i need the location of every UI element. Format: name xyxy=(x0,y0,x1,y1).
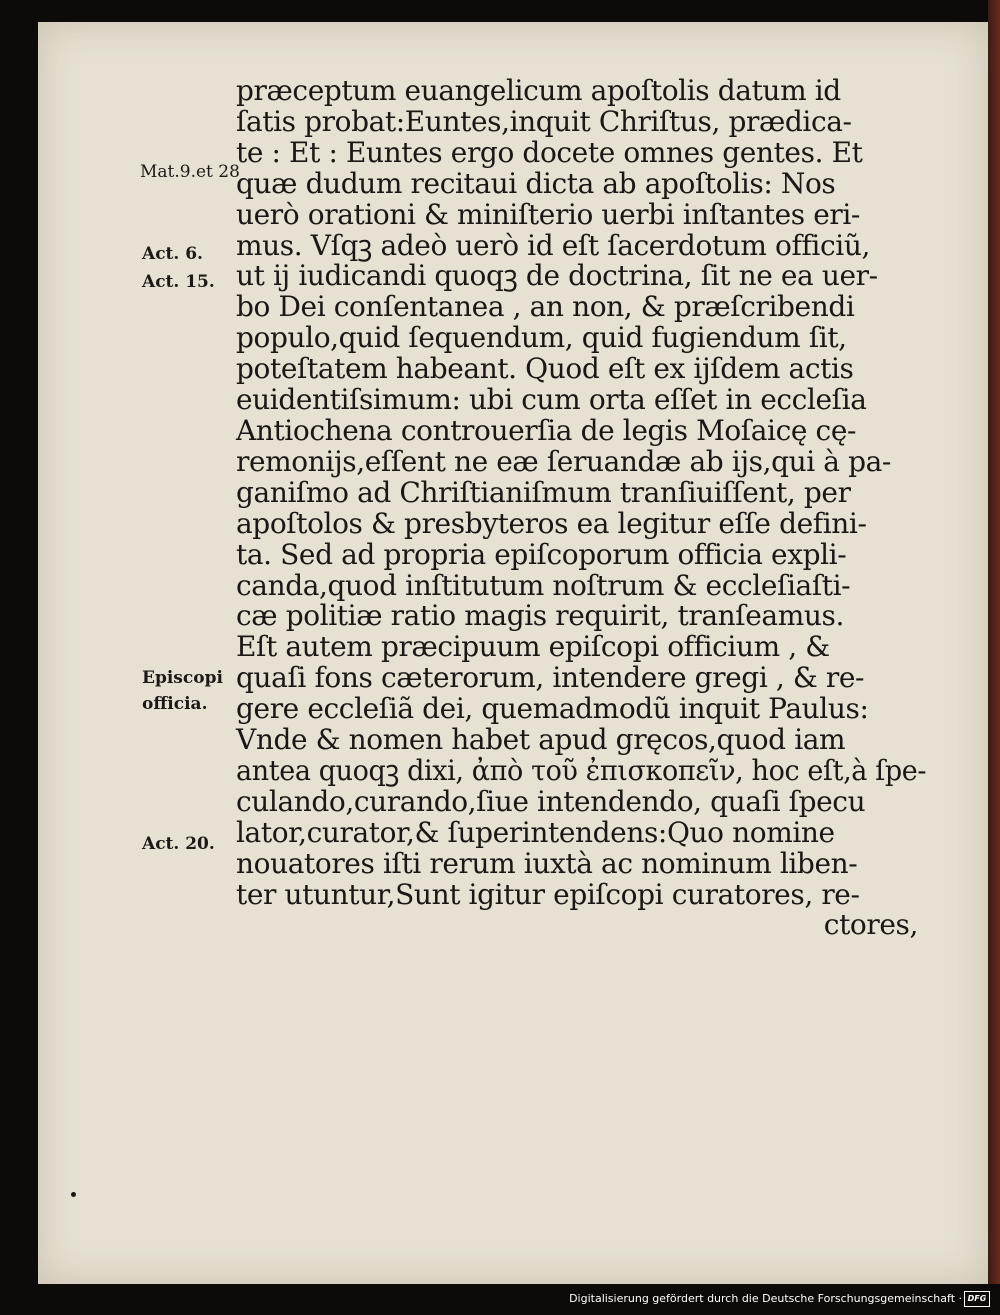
text-line: ganiſmo ad Chriſtianiſmum tranſiuiſſent, per xyxy=(236,475,851,509)
text-line: apoſtolos & presbyteros ea legitur eſſe defini- xyxy=(236,506,867,540)
margin-note-mat: Mat.9.et 28 xyxy=(140,162,240,182)
text-line: nouatores iſti rerum iuxtà ac nominum liben- xyxy=(236,846,858,880)
text-line: ta. Sed ad propria epiſcoporum officia expli- xyxy=(236,537,847,571)
margin-note-episcopi: Episcopi xyxy=(142,668,223,688)
dfg-logo-icon: DFG xyxy=(964,1291,990,1307)
text-line: ut ij iudicandi quoqꝫ de doctrina, ſit ne ea uer- xyxy=(236,259,878,293)
text-line: Vnde & nomen habet apud gręcos,quod iam xyxy=(236,723,846,757)
main-text xyxy=(236,76,926,941)
catchword: ctores, xyxy=(823,908,918,942)
margin-note-officia: officia. xyxy=(142,694,208,714)
ink-dot xyxy=(71,1192,76,1197)
text-line: mus. Vſqꝫ adeò uerò id eſt ſacerdotum officiũ, xyxy=(236,228,870,262)
text-line: antea quoqꝫ dixi, ἀπὸ τοῦ ἐπισκοπεῖν, hoc eſt,à ſpe- xyxy=(236,753,927,787)
text-line: quaſi fons cæterorum, intendere gregi , & re- xyxy=(236,661,865,695)
book-spine xyxy=(988,0,1000,1315)
text-line: te : Et : Euntes ergo docete omnes gentes. Et xyxy=(236,135,863,169)
footer-bar xyxy=(0,1284,1000,1315)
text-line: culando,curando,ſiue intendendo, quaſi ſpecu xyxy=(236,784,866,818)
text-line: populo,quid ſequendum, quid fugiendum ſit, xyxy=(236,321,847,355)
text-line: lator,curator,& ſuperintendens:Quo nomine xyxy=(236,815,835,849)
text-line: bo Dei conſentanea , an non, & præſcribendi xyxy=(236,290,855,324)
funding-credit: Digitalisierung gefördert durch die Deutsche Forschungsgemeinschaft · xyxy=(569,1292,962,1305)
margin-note-act-15: Act. 15. xyxy=(142,272,215,292)
text-line: quæ dudum recitaui dicta ab apoſtolis: Nos xyxy=(236,166,836,200)
text-line: remonijs,eſſent ne eæ ſeruandæ ab ijs,qui à pa- xyxy=(236,444,891,478)
text-line: uerò orationi & miniſterio uerbi inſtantes eri- xyxy=(236,197,860,231)
text-line: Eſt autem præcipuum epiſcopi officium , & xyxy=(236,630,830,664)
text-line: ter utuntur,Sunt igitur epiſcopi curatores, re- xyxy=(236,877,860,911)
margin-note-act-6: Act. 6. xyxy=(142,244,203,264)
text-line: præceptum euangelicum apoſtolis datum id xyxy=(236,74,841,107)
text-line: cæ politiæ ratio magis requirit, tranſeamus. xyxy=(236,599,844,633)
text-line: euidentiſsimum: ubi cum orta eſſet in eccleſia xyxy=(236,383,867,417)
text-line: gere eccleſiã dei, quemadmodũ inquit Paulus: xyxy=(236,692,869,726)
text-line: poteſtatem habeant. Quod eſt ex ijſdem actis xyxy=(236,352,854,386)
text-line: canda,quod inſtitutum noſtrum & eccleſiaſti- xyxy=(236,568,851,602)
margin-note-act-20: Act. 20. xyxy=(142,834,215,854)
text-line: ſatis probat:Euntes,inquit Chriſtus, prædica- xyxy=(236,104,852,138)
text-line: Antiochena controuerſia de legis Moſaicę cę- xyxy=(236,413,857,447)
